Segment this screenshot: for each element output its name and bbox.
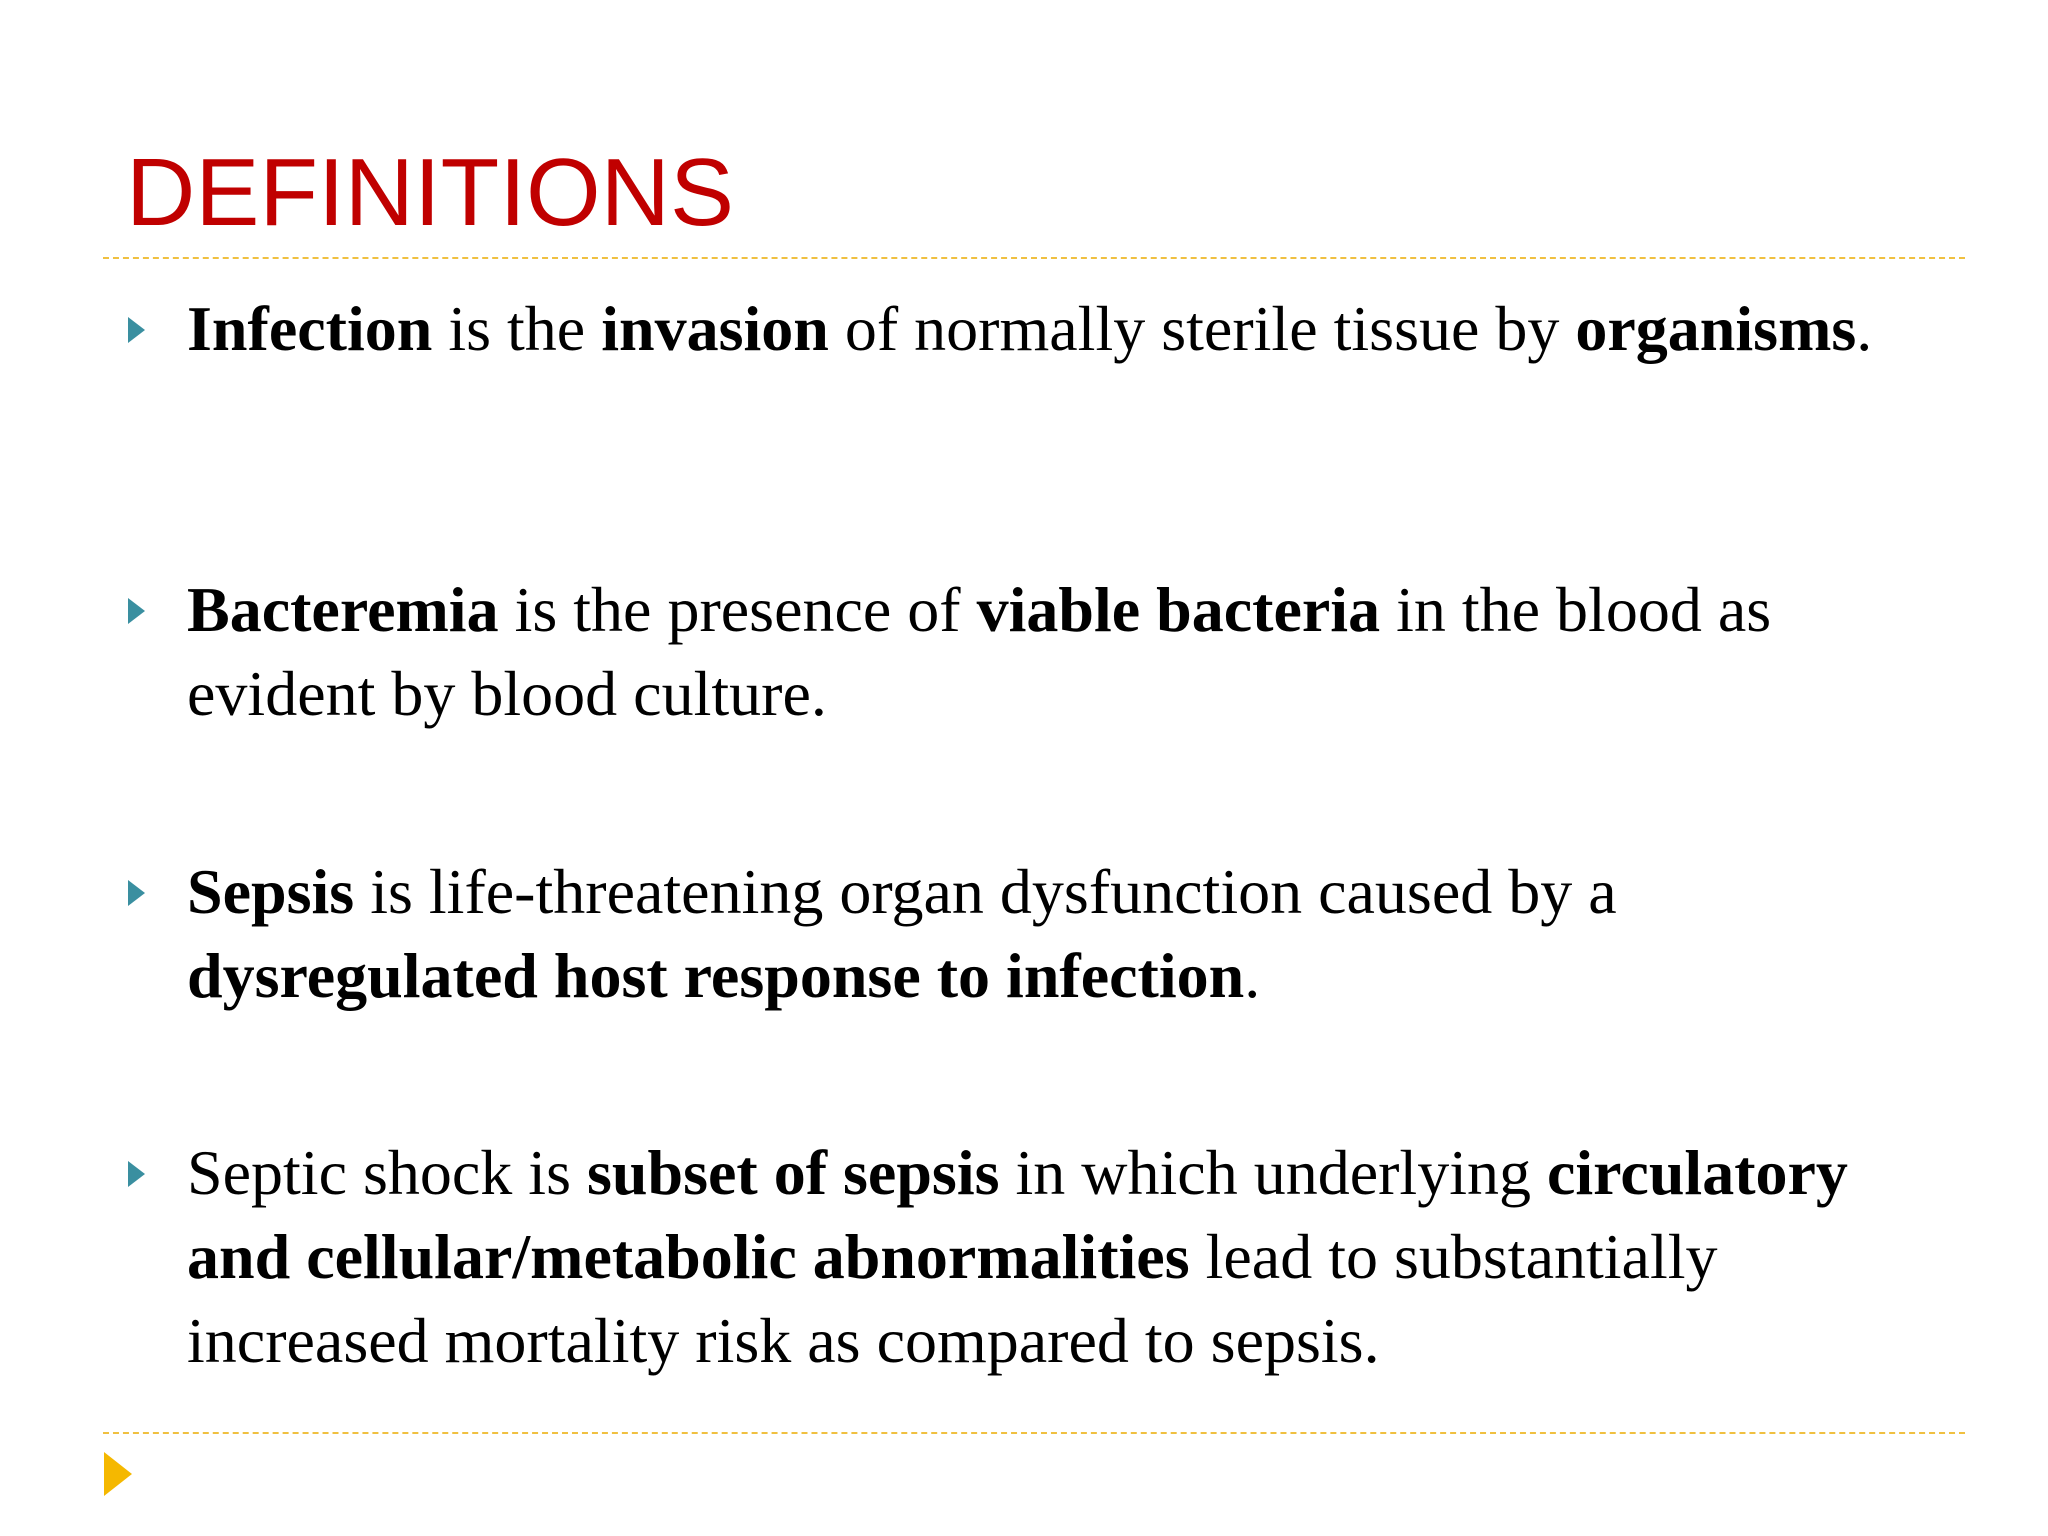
definition-text: Sepsis is life-threatening organ dysfunction caused by a dysregulated host response to infection. xyxy=(187,856,1617,1011)
term: Bacteremia xyxy=(187,574,499,645)
triangle-bullet-icon xyxy=(128,317,145,343)
term: Sepsis xyxy=(187,856,355,927)
play-triangle-icon xyxy=(104,1452,132,1496)
footer-divider xyxy=(103,1432,1965,1434)
definition-text: Bacteremia is the presence of viable bacteria in the blood as evident by blood culture. xyxy=(187,574,1772,729)
definition-text: Infection is the invasion of normally sterile tissue by organisms. xyxy=(187,293,1873,364)
triangle-bullet-icon xyxy=(128,880,145,906)
definition-text: Septic shock is subset of sepsis in which underlying circulatory and cellular/metabolic abnormalities lead to substantially increased mortality risk as compared to sepsis. xyxy=(187,1137,1848,1376)
slide-title: DEFINITIONS xyxy=(126,139,735,246)
triangle-bullet-icon xyxy=(128,1161,145,1187)
term: Infection xyxy=(187,293,433,364)
triangle-bullet-icon xyxy=(128,598,145,624)
